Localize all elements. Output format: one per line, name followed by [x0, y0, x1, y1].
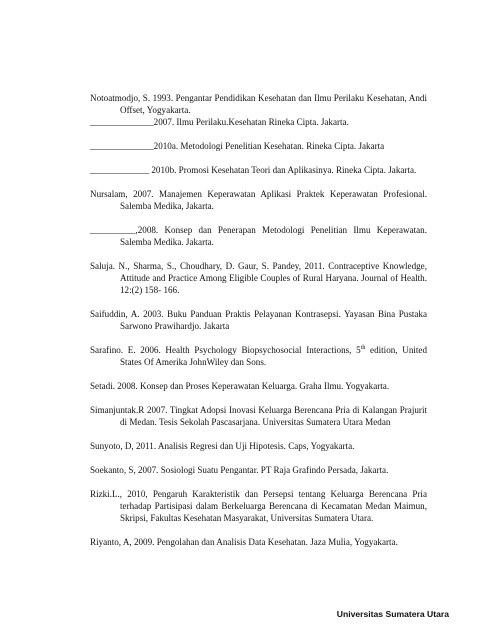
reference-entry: Setadi. 2008. Konsep dan Proses Keperawatan Keluarga. Graha Ilmu. Yogyakarta. [90, 381, 390, 391]
reference-entry: ______________2007. Ilmu Perilaku.Kesehatan Rineka Cipta. Jakarta. [90, 117, 349, 127]
reference-entry: Soekanto, S, 2007. Sosiologi Suatu Pengantar. PT Raja Grafindo Persada, Jakarta. [90, 465, 389, 475]
reference-entry: Rizki.L., 2010, Pengaruh Karakteristik dan Persepsi tentang Keluarga Berencana Pria terhadap Partisipasi dalam Berkeluarga Berencana di Kecamatan Medan Maimun, Skripsi, Fakultas Kesehatan Masyarakat, Universitas Sumatera Utara. [90, 489, 427, 523]
reference-entry: _____________ 2010b. Promosi Kesehatan Teori dan Aplikasinya. Rineka Cipta. Jakarta. [90, 165, 417, 175]
reference-entry: __________,2008. Konsep dan Penerapan Metodologi Penelitian Ilmu Keperawatan. Salemba Medika. Jakarta. [90, 225, 427, 247]
reference-entry: Sunyoto, D, 2011. Analisis Regresi dan Uji Hipotesis. Caps, Yogyakarta. [90, 441, 355, 451]
reference-text: edition, United States Of Amerika JohnWiley dan Sons. [120, 345, 428, 367]
footer-institution: Universitas Sumatera Utara [336, 609, 449, 619]
reference-entry: Simanjuntak.R 2007. Tingkat Adopsi Inovasi Keluarga Berencana Pria di Kalangan Prajurit di Medan. Tesis Sekolah Pascasarjana. Universitas Sumatera Utara Medan [90, 405, 427, 427]
reference-entry [90, 344, 427, 368]
reference-text: Sarafino. E. 2006. Health Psychology Biopsychosocial Interactions, 5 [90, 345, 361, 355]
reference-entry: Notoatmodjo, S. 1993. Pengantar Pendidikan Kesehatan dan Ilmu Perilaku Kesehatan, Andi Offset, Yogyakarta. [90, 93, 427, 115]
reference-entry: Saluja. N., Sharma, S., Choudhary, D. Gaur, S. Pandey, 2011. Contraceptive Knowledge, Attitude and Practice Among Eligible Couples of Rural Haryana. Journal of Health. 12:(2) 158- 166. [90, 261, 427, 295]
reference-entry: Saifuddin, A. 2003. Buku Panduan Praktis Pelayanan Kontrasepsi. Yayasan Bina Pustaka Sarwono Prawihardjo. Jakarta [90, 309, 427, 331]
reference-entry: ______________2010a. Metodologi Penelitian Kesehatan. Rineka Cipta. Jakarta [90, 141, 385, 151]
superscript: th [360, 344, 366, 351]
reference-list [90, 92, 427, 560]
reference-entry: Riyanto, A, 2009. Pengolahan dan Analisis Data Kesehatan. Jaza Mulia, Yogyakarta. [90, 537, 398, 547]
reference-entry: Nursalam, 2007. Manajemen Keperawatan Aplikasi Praktek Keperawatan Profesional. Salemba Medika, Jakarta. [90, 189, 427, 211]
